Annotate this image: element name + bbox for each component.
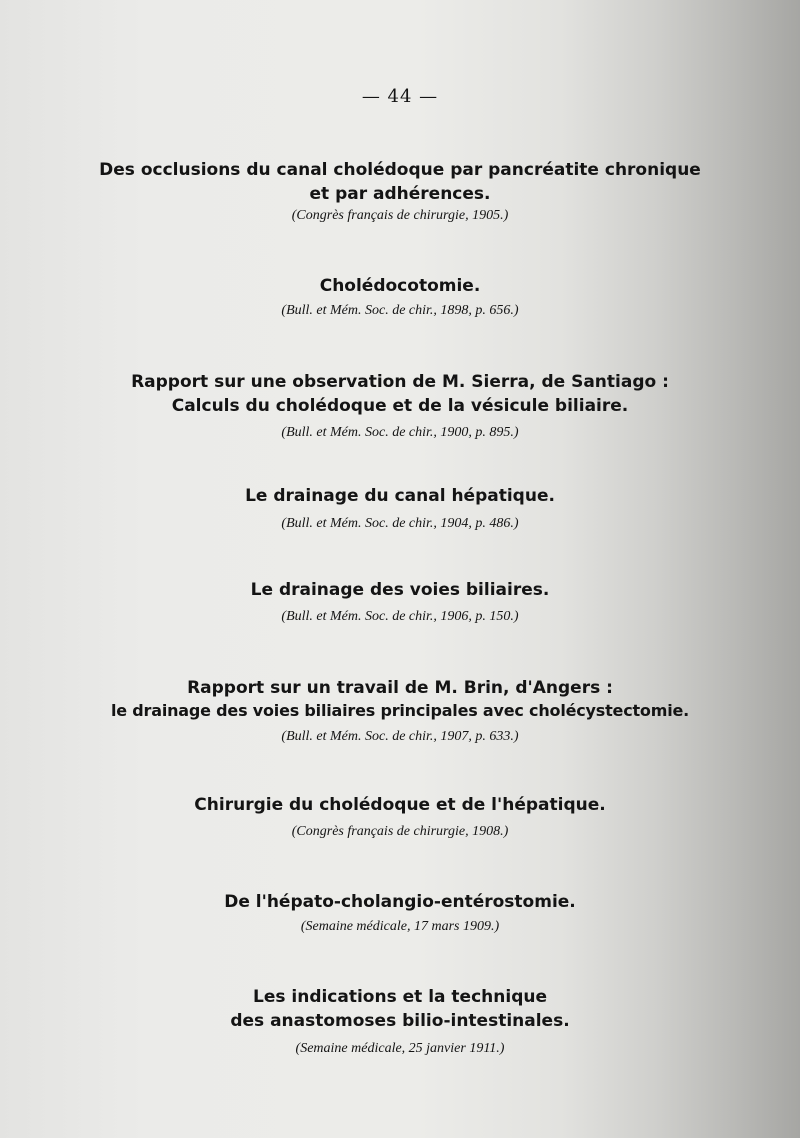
entry-7-citation: (Congrès français de chirurgie, 1908.) bbox=[291, 824, 509, 839]
entry-5-title: Le drainage des voies biliaires. bbox=[250, 580, 550, 600]
entry-7-title: Chirurgie du cholédoque et de l'hépatique. bbox=[194, 795, 606, 815]
entry-6-title-line-1: Rapport sur un travail de M. Brin, d'Angers : bbox=[187, 678, 613, 698]
entry-2-title: Cholédocotomie. bbox=[319, 276, 481, 296]
entry-8-title: De l'hépato-cholangio-entérostomie. bbox=[224, 892, 576, 912]
page-number: — 44 — bbox=[361, 86, 439, 107]
entry-9-citation: (Semaine médicale, 25 janvier 1911.) bbox=[295, 1041, 505, 1056]
entry-8-citation: (Semaine médicale, 17 mars 1909.) bbox=[300, 919, 500, 934]
entry-1-title-line-2: et par adhérences. bbox=[309, 184, 491, 204]
entry-6-title-line-2: le drainage des voies biliaires principales avec cholécystectomie. bbox=[110, 701, 690, 720]
entry-2-citation: (Bull. et Mém. Soc. de chir., 1898, p. 656.) bbox=[281, 303, 519, 318]
entry-9-title-line-1: Les indications et la technique bbox=[252, 987, 547, 1007]
entry-5-citation: (Bull. et Mém. Soc. de chir., 1906, p. 150.) bbox=[281, 609, 519, 624]
entry-6-citation: (Bull. et Mém. Soc. de chir., 1907, p. 633.) bbox=[281, 729, 519, 744]
entry-4-title: Le drainage du canal hépatique. bbox=[245, 486, 555, 506]
entry-4-citation: (Bull. et Mém. Soc. de chir., 1904, p. 486.) bbox=[281, 516, 519, 531]
entry-3-citation: (Bull. et Mém. Soc. de chir., 1900, p. 895.) bbox=[281, 425, 519, 440]
entry-3-title-line-1: Rapport sur une observation de M. Sierra, de Santiago : bbox=[131, 372, 669, 392]
entry-1-title-line-1: Des occlusions du canal cholédoque par pancréatite chronique bbox=[99, 160, 701, 180]
entry-1-citation: (Congrès français de chirurgie, 1905.) bbox=[291, 208, 509, 223]
entry-3-title-line-2: Calculs du cholédoque et de la vésicule biliaire. bbox=[171, 396, 629, 416]
entry-9-title-line-2: des anastomoses bilio-intestinales. bbox=[230, 1011, 570, 1031]
